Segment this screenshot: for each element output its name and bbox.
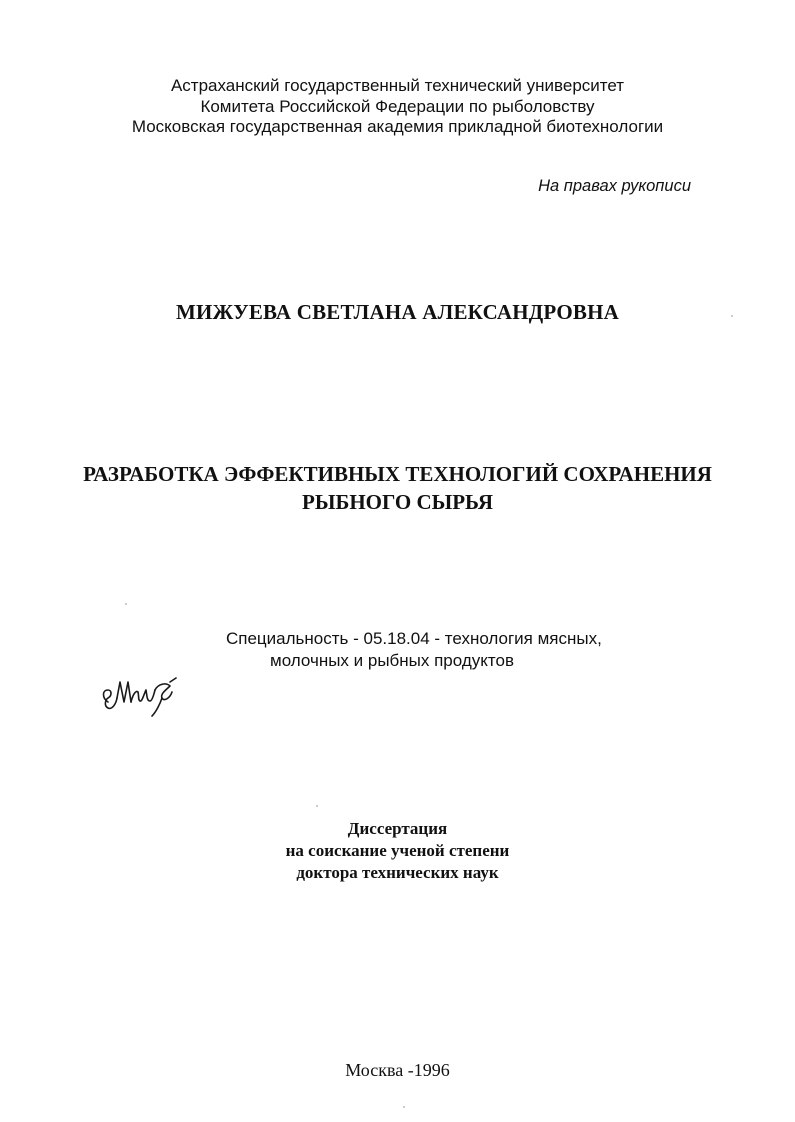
degree-line: доктора технических наук — [296, 863, 499, 882]
specialty-line: Специальность - 05.18.04 - технология мясных, — [226, 629, 602, 648]
dissertation-title — [0, 460, 795, 516]
title-line: РЫБНОГО СЫРЬЯ — [302, 490, 493, 514]
manuscript-note: На правах рукописи — [538, 177, 691, 195]
scan-speck — [403, 1106, 405, 1108]
scan-speck — [125, 603, 127, 605]
scan-speck — [316, 805, 318, 807]
institution-line: Московская государственная академия прикладной биотехнологии — [131, 117, 664, 136]
degree-line: Диссертация — [347, 819, 448, 838]
degree-line: на соискание ученой степени — [285, 841, 510, 860]
scan-speck — [731, 315, 733, 317]
place-year: Москва -1996 — [345, 1060, 450, 1080]
degree-block — [0, 818, 795, 884]
author-name: МИЖУЕВА СВЕТЛАНА АЛЕКСАНДРОВНА — [176, 300, 619, 324]
institution-line: Комитета Российской Федерации по рыболовству — [200, 96, 595, 116]
handwritten-signature — [96, 668, 186, 720]
title-line: РАЗРАБОТКА ЭФФЕКТИВНЫХ ТЕХНОЛОГИЙ СОХРАНЕНИЯ — [83, 462, 712, 486]
institutions-block — [0, 76, 795, 138]
specialty-line: молочных и рыбных продуктов — [270, 651, 514, 670]
specialty-block — [226, 628, 602, 672]
institution-line: Астраханский государственный технический университет — [170, 76, 625, 95]
